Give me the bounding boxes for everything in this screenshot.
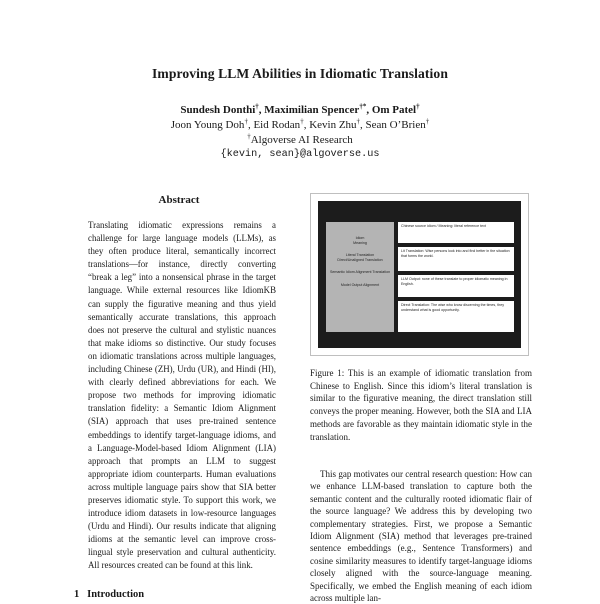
- section-heading: [74, 589, 144, 600]
- author-name: Joon Young Doh: [170, 119, 245, 131]
- author-mark: †: [244, 117, 248, 126]
- author-email: {kevin, sean}@algoverse.us: [220, 149, 380, 160]
- figure-label: Model Output Alignment: [340, 282, 380, 287]
- figure-label: Idiom: [355, 236, 365, 240]
- figure-panel-idiom: Chinese source idiom / Meaning: literal reference text: [398, 222, 514, 243]
- author-mark: †: [300, 117, 304, 126]
- affiliation: [0, 134, 600, 146]
- author-name: Om Patel: [371, 104, 417, 116]
- figure-1: [310, 193, 529, 356]
- abstract-heading: Abstract: [158, 194, 200, 206]
- author-name: Maximilian Spencer: [264, 104, 360, 116]
- author-name: Eid Rodan: [253, 119, 301, 131]
- author-list-secondary: Joon Young Doh†, Eid Rodan†, Kevin Zhu†, Sean O’Brien†: [170, 117, 430, 131]
- figure-caption: Figure 1: This is an example of idiomatic translation from Chinese to English. Since this idiom’s literal translation is similar to the figurative meaning, the direct translation still conveys the proper meaning. However, both the SIA and LIA methods are favorable as they maintain idiomatic style in the translation.: [310, 368, 532, 442]
- author-name: Sundesh Donthi: [180, 104, 256, 116]
- figure-panel-llm: LLM Output: none of these translate to proper idiomatic meaning in English.: [398, 275, 514, 297]
- figure-label: Semantic Idiom Alignment Translation: [329, 270, 391, 275]
- author-mark: †: [425, 117, 430, 126]
- author-mark: †: [356, 117, 361, 126]
- figure-left-panel: [326, 222, 394, 332]
- author-name: Sean O’Brien: [365, 119, 426, 131]
- affiliation-mark: †: [247, 132, 251, 141]
- section-number: 1: [74, 589, 80, 600]
- author-list-primary: Sundesh Donthi†, Maximilian Spencer†*, Om Patel†: [180, 102, 420, 116]
- figure-label: Meaning: [353, 240, 367, 245]
- author-mark: †: [255, 102, 259, 111]
- figure-label: Literal Translation: [345, 253, 375, 258]
- author-name: Kevin Zhu: [309, 119, 357, 131]
- paper-title: Improving LLM Abilities in Idiomatic Translation: [152, 66, 448, 81]
- body-paragraph: This gap motivates our central research question: How can we enhance LLM-based translation to capture both the semantic content and the culturally rooted idiomatic flair of the source language? We address this by developing two complementary strategies. First, we propose a Semantic Idiom Alignment (SIA) method that leverages pre-trained sentence embeddings (e.g., Sentence Transformers) and cosine similarity measures to identify target-language idioms closely aligned with the source-language meaning. Specifically, we embed the English meaning of each idiom across multiple lan-: [310, 469, 532, 604]
- author-mark: †*: [359, 102, 367, 111]
- section-title: Introduction: [87, 589, 145, 600]
- affiliation-name: Algoverse AI Research: [250, 134, 353, 146]
- figure-panel-direct: Direct Translation: The wise who know discerning the times, they understand what is good opportunity.: [398, 301, 514, 332]
- figure-label: Direct/Unaligned Translation: [337, 257, 383, 262]
- author-mark: †: [416, 102, 420, 111]
- figure-panel-literal: Lit Translation: Wise persons look into and find better in the situation that forms the world.: [398, 247, 514, 271]
- figure-image: [318, 201, 521, 348]
- abstract-text: Translating idiomatic expressions remains a challenge for large language models (LLMs), as they often produce literal, semantically incorrect translations—for instance, directly converting “break a leg” into a nonsensical phrase in the target language. While external resources like IdiomKB can supply the figurative meaning and thus yield semantically accurate translations, this approach does not preserve the cultural and stylistic nuances that make idioms so distinctive. Our study focuses on idiomatic translations across multiple languages, including Chinese (ZH), Urdu (UR), and Hindi (HI), with clearly defined abbreviations for each. We propose two methods for improving idiomatic translation fidelity: a Semantic Idiom Alignment (SIA) approach that uses pre-trained sentence embeddings to identify target-language idioms, and a Language-Model-based Idiom Alignment (LIA) approach that prompts an LLM to suggest appropriate idiom counterparts. Human evaluations across multiple language pairs show that SIA better preserves idiomatic style. To support this work, we introduce idiom datasets in low-resource languages (Urdu and Hindi). Our results indicate that aligning idioms at the semantic level can improve cross-lingual style preservation and cultural authenticity. All resources created can be found at this link.: [88, 220, 276, 571]
